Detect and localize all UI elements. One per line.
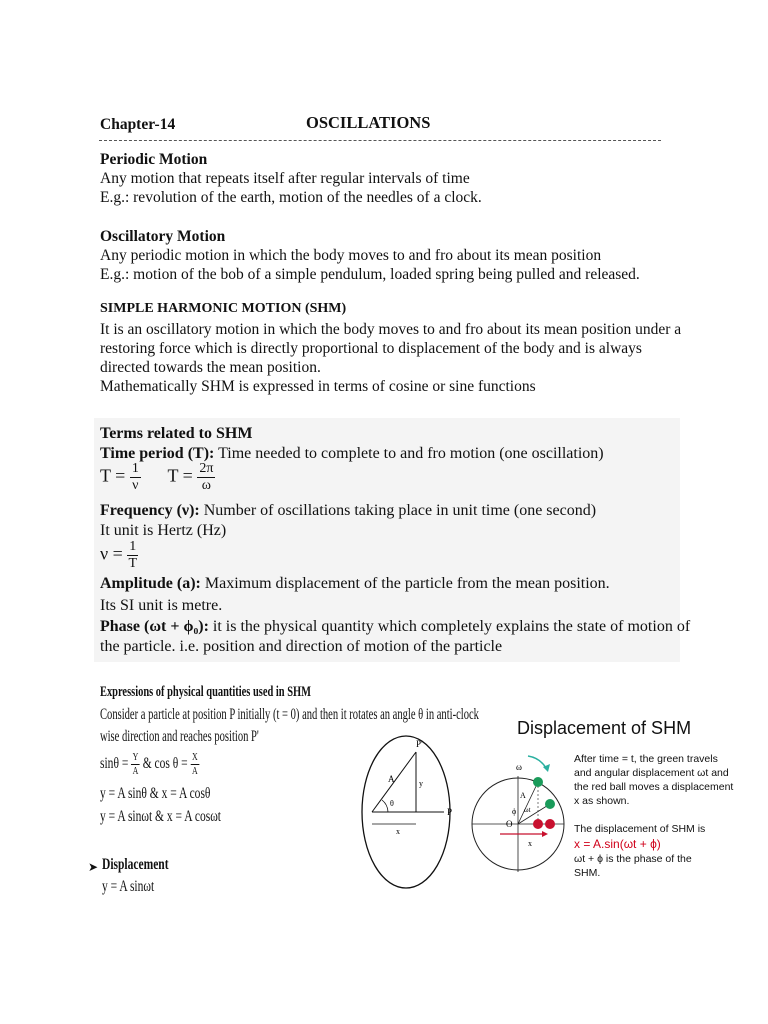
periodic-heading: Periodic Motion <box>100 151 208 168</box>
displacement-heading: Displacement <box>102 856 169 873</box>
eq-y-x-omega: y = A sinωt & x = A cosωt <box>100 808 221 825</box>
fig2-label-origin: O <box>506 819 513 829</box>
amplitude-unit: Its SI unit is metre. <box>100 597 223 614</box>
tp-eq1-den: ν <box>132 478 139 493</box>
tp-eq2-lhs: T = <box>167 465 193 486</box>
tp-eq2-fraction <box>197 462 215 493</box>
fig2-rotation-arrow <box>528 756 546 768</box>
fig2-label-phi: ϕ <box>512 807 517 816</box>
desc-line-4: x as shown. <box>574 795 630 807</box>
shm-line-2: restoring force which is directly proportional to displacement of the body and is always <box>100 340 642 357</box>
time-period-line <box>100 445 604 463</box>
oscillatory-line-2: E.g.: motion of the bob of a simple pendulum, loaded spring being pulled and released. <box>100 266 640 283</box>
freq-eq-lhs: ν = <box>100 543 123 564</box>
eq1-sin-lhs: sinθ = <box>100 755 129 773</box>
periodic-line-1: Any motion that repeats itself after regular intervals of time <box>100 170 470 187</box>
desc-line-3: the red ball moves a displacement <box>574 781 734 793</box>
freq-eq-fraction <box>127 540 138 571</box>
phase-line-2: the particle. i.e. position and direction of motion of the particle <box>100 638 503 655</box>
fig2-green-ball <box>533 777 543 787</box>
fig1-label-p-prime: P' <box>416 739 423 749</box>
fig2-red-ball <box>533 819 543 829</box>
eq1-num-2: X <box>192 751 198 763</box>
frequency-unit: It unit is Hertz (Hz) <box>100 522 227 539</box>
periodic-line-2: E.g.: revolution of the earth, motion of the needles of a clock. <box>100 189 482 206</box>
fig2-label-omega: ω <box>516 762 522 772</box>
phase-label: Phase (ωt + ϕ₀): <box>100 618 209 635</box>
fig2-label-omega-t: ωt <box>524 806 531 814</box>
frequency-line <box>100 502 596 520</box>
fig1-label-theta: θ <box>390 799 394 808</box>
freq-eq-num: 1 <box>129 539 137 554</box>
tp-eq2-den: ω <box>201 478 211 493</box>
eq-y-x-theta: y = A sinθ & x = A cosθ <box>100 785 211 802</box>
phase-text: it is the physical quantity which completely explains the state of motion of <box>208 618 691 635</box>
phase-line <box>100 618 690 636</box>
eq1-den-2: A <box>192 765 198 777</box>
eq1-fraction-1 <box>131 752 140 777</box>
shm-line-1: It is an oscillatory motion in which the body moves to and fro about its mean position under a <box>100 321 682 338</box>
frequency-label: Frequency (ν): <box>100 502 200 519</box>
phase-line-b: SHM. <box>574 867 601 879</box>
chapter-label: Chapter-14 <box>100 116 176 133</box>
fig2-red-ball-2 <box>545 819 555 829</box>
fig1-label-y: y <box>419 779 423 788</box>
shm-line-3: directed towards the mean position. <box>100 359 321 376</box>
shm-formula: x = A.sin(ωt + ϕ) <box>574 837 661 851</box>
tp-eq2-num: 2π <box>199 461 214 476</box>
eq1-cos-lhs: & cos θ = <box>139 755 188 773</box>
fig2-label-x: x <box>528 839 532 848</box>
fig2-arrow-head <box>542 831 548 837</box>
amplitude-label: Amplitude (a): <box>100 575 201 592</box>
oscillatory-heading: Oscillatory Motion <box>100 228 226 245</box>
eq1-fraction-2 <box>191 752 200 777</box>
expressions-heading: Expressions of physical quantities used in SHM <box>100 684 311 700</box>
time-period-text: Time needed to complete to and fro motion (one oscillation) <box>214 445 604 462</box>
frequency-text: Number of oscillations taking place in unit time (one second) <box>199 502 597 519</box>
displacement-equation: y = A sinωt <box>102 878 155 895</box>
page-title: OSCILLATIONS <box>306 113 431 132</box>
fig1-label-p: P <box>447 807 453 817</box>
tp-eq1-lhs: T = <box>100 465 126 486</box>
time-period-equations <box>100 462 215 493</box>
bullet-arrow-icon: ➤ <box>88 860 99 874</box>
amplitude-line <box>100 575 610 593</box>
header-divider <box>99 140 661 141</box>
fig1-angle-arc <box>382 800 388 812</box>
time-period-label: Time period (T): <box>100 445 215 462</box>
oscillatory-line-1: Any periodic motion in which the body moves to and fro about its mean position <box>100 247 602 264</box>
shm-heading: SIMPLE HARMONIC MOTION (SHM) <box>100 301 347 316</box>
eq1-num-1: Y <box>132 751 139 763</box>
desc-line-2: and angular displacement ωt and <box>574 767 729 779</box>
tp-eq1-fraction <box>130 462 141 493</box>
rotation-angle-figure <box>358 730 458 892</box>
fig1-label-a: A <box>388 774 395 784</box>
amplitude-text: Maximum displacement of the particle from the mean position. <box>200 575 610 592</box>
fig1-label-x: x <box>396 827 400 836</box>
shm-line-4: Mathematically SHM is expressed in terms of cosine or sine functions <box>100 378 536 395</box>
displacement-description <box>574 752 733 808</box>
fig2-label-a: A <box>520 791 526 800</box>
shm-circle-figure <box>470 748 574 886</box>
tp-eq1-num: 1 <box>131 461 139 476</box>
eq1-den-1: A <box>132 765 139 777</box>
frequency-equation <box>100 540 138 571</box>
formula-intro: The displacement of SHM is <box>574 823 706 835</box>
expressions-line-2: wise direction and reaches position P' <box>100 728 259 745</box>
phase-line-a: ωt + ϕ is the phase of the <box>574 853 692 865</box>
displacement-shm-title: Displacement of SHM <box>517 718 692 738</box>
freq-eq-den: T <box>128 556 138 571</box>
fig2-green-ball-2 <box>545 799 555 809</box>
sin-cos-ratio-equation <box>100 752 199 777</box>
desc-line-1: After time = t, the green travels <box>574 753 718 765</box>
expressions-line-1: Consider a particle at position P initially (t = 0) and then it rotates an angle θ in anti-clock <box>100 706 479 723</box>
terms-heading: Terms related to SHM <box>100 425 253 442</box>
displacement-formula-block <box>574 822 705 880</box>
